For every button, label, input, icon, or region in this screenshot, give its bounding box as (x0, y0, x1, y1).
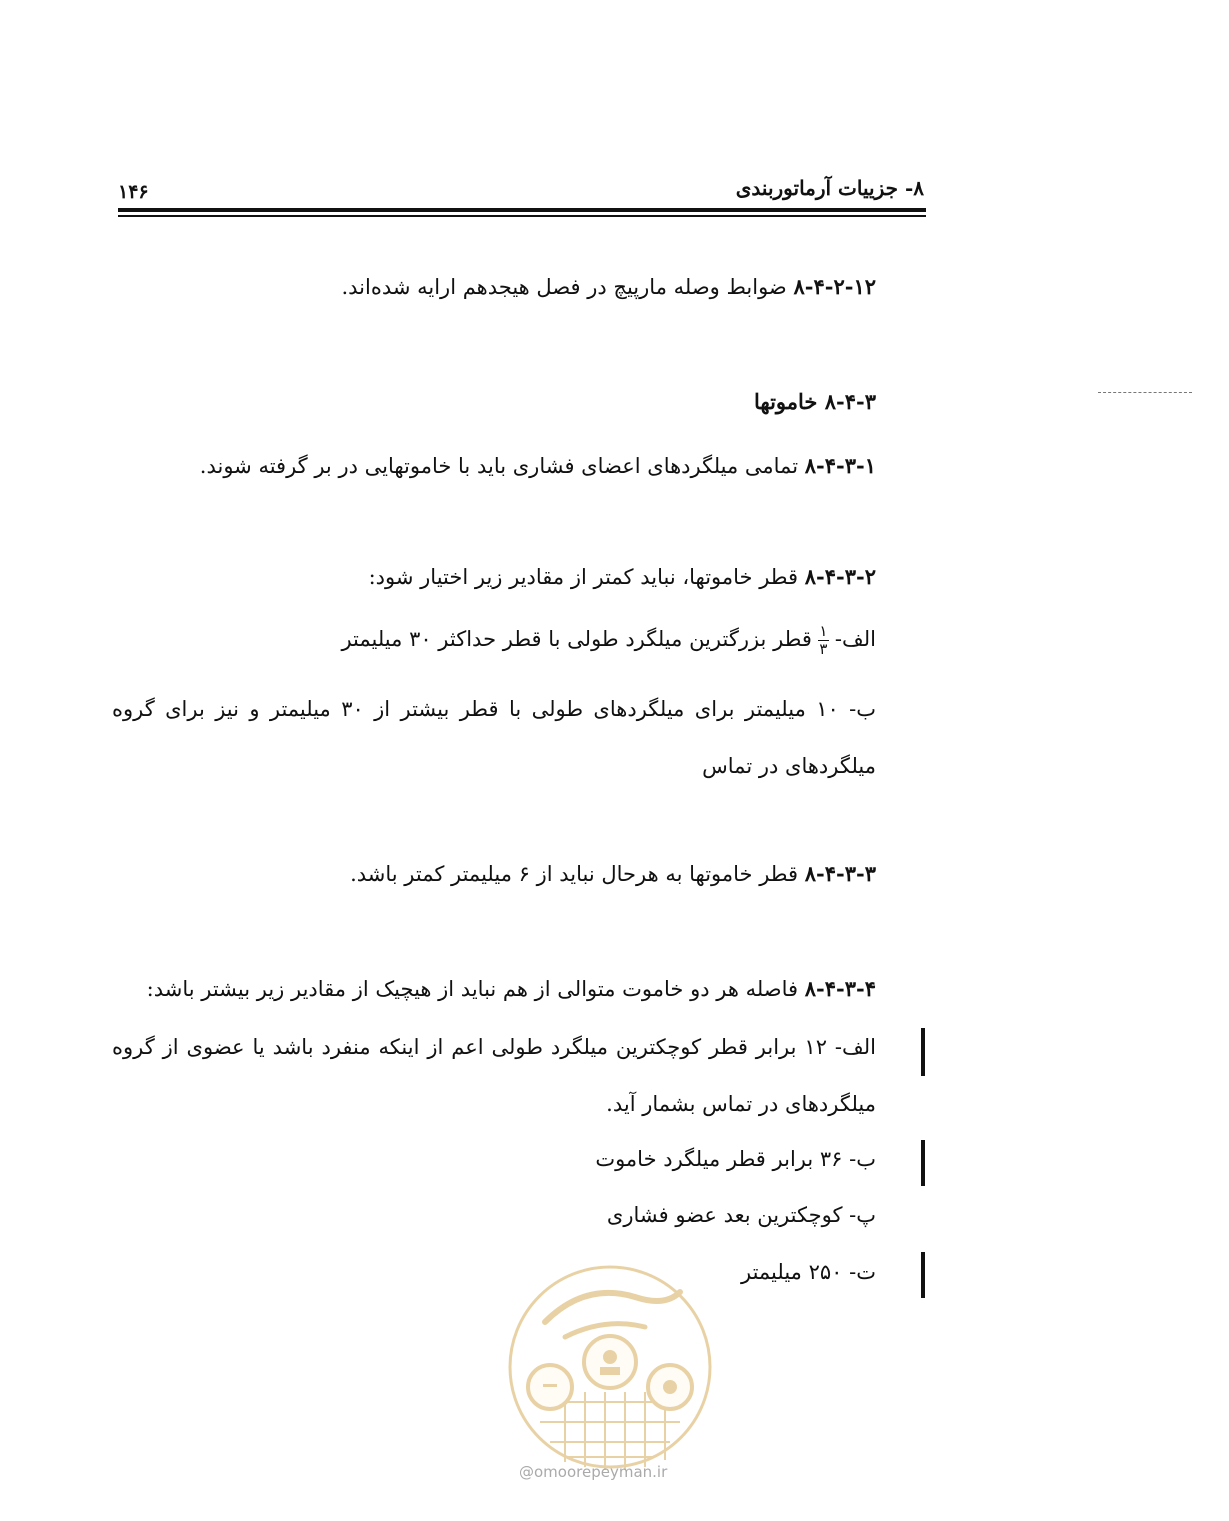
section-title: خاموتها (754, 389, 825, 414)
clause-text: قطر خاموتها به هرحال نباید از ۶ میلیمتر کمتر باشد. (350, 862, 805, 886)
clause-text: فاصله هر دو خاموت متوالی از هم نباید از هیچیک از مقادیر زیر بیشتر باشد: (146, 977, 805, 1001)
clause-8-4-3-3 (350, 863, 876, 885)
clause-text: قطر خاموتها، نباید کمتر از مقادیر زیر اختیار شود: (368, 565, 805, 589)
header-rule-thin (118, 215, 926, 217)
chapter-title: ۸- جزییات آرماتوربندی (735, 176, 924, 200)
page-number: ۱۴۶ (118, 181, 149, 203)
clause-8-4-3-2-item-b-line2: میلگردهای در تماس (702, 754, 876, 778)
clause-8-4-2-12 (341, 276, 876, 298)
clause-number: ۸-۴-۳-۴ (804, 976, 876, 1001)
change-bar (921, 1252, 925, 1298)
clause-text: تمامی میلگردهای اعضای فشاری باید با خاموتهایی در بر گرفته شوند. (199, 454, 805, 478)
item-prefix: الف- (834, 627, 876, 651)
fraction-numerator: ۱ (819, 622, 828, 640)
change-bar (921, 1028, 925, 1076)
section-number: ۸-۴-۳ (824, 389, 876, 414)
clause-8-4-3-4-item-a-line2: میلگردهای در تماس بشمار آید. (606, 1092, 876, 1116)
clause-8-4-3-4-item-p: پ- کوچکترین بعد عضو فشاری (606, 1203, 876, 1227)
watermark-seal-logo (505, 1262, 715, 1472)
watermark-url: @omoorepeyman.ir (519, 1463, 668, 1481)
clause-8-4-3-2-item-b-line1: ب- ۱۰ میلیمتر برای میلگردهای طولی با قطر بیشتر از ۳۰ میلیمتر و نیز برای گروه (112, 697, 877, 721)
header-rule-thick (118, 208, 926, 212)
clause-number: ۸-۴-۲-۱۲ (793, 274, 876, 299)
section-heading (754, 389, 876, 414)
fraction-one-third (818, 624, 829, 657)
margin-dash-line (1098, 392, 1192, 393)
clause-8-4-3-2 (369, 566, 876, 588)
fraction-denominator: ۳ (819, 640, 828, 658)
clause-8-4-3-1 (200, 455, 876, 477)
clause-text: ضوابط وصله مارپیچ در فصل هیجدهم ارایه شده‌اند. (341, 275, 794, 299)
item-text: قطر بزرگترین میلگرد طولی با قطر حداکثر ۳۰ میلیمتر (341, 627, 812, 651)
clause-8-4-3-4 (147, 978, 876, 1000)
change-bar (921, 1140, 925, 1186)
clause-8-4-3-4-item-a-line1: الف- ۱۲ برابر قطر کوچکترین میلگرد طولی اعم از اینکه منفرد باشد یا عضوی از گروه (112, 1035, 876, 1059)
clause-number: ۸-۴-۳-۱ (804, 453, 876, 478)
clause-8-4-3-4-item-b: ب- ۳۶ برابر قطر میلگرد خاموت (595, 1147, 876, 1171)
clause-8-4-3-2-item-a (341, 624, 876, 657)
clause-number: ۸-۴-۳-۲ (804, 564, 876, 589)
clause-number: ۸-۴-۳-۳ (804, 861, 876, 886)
clause-8-4-3-4-item-t: ت- ۲۵۰ میلیمتر (740, 1260, 876, 1284)
